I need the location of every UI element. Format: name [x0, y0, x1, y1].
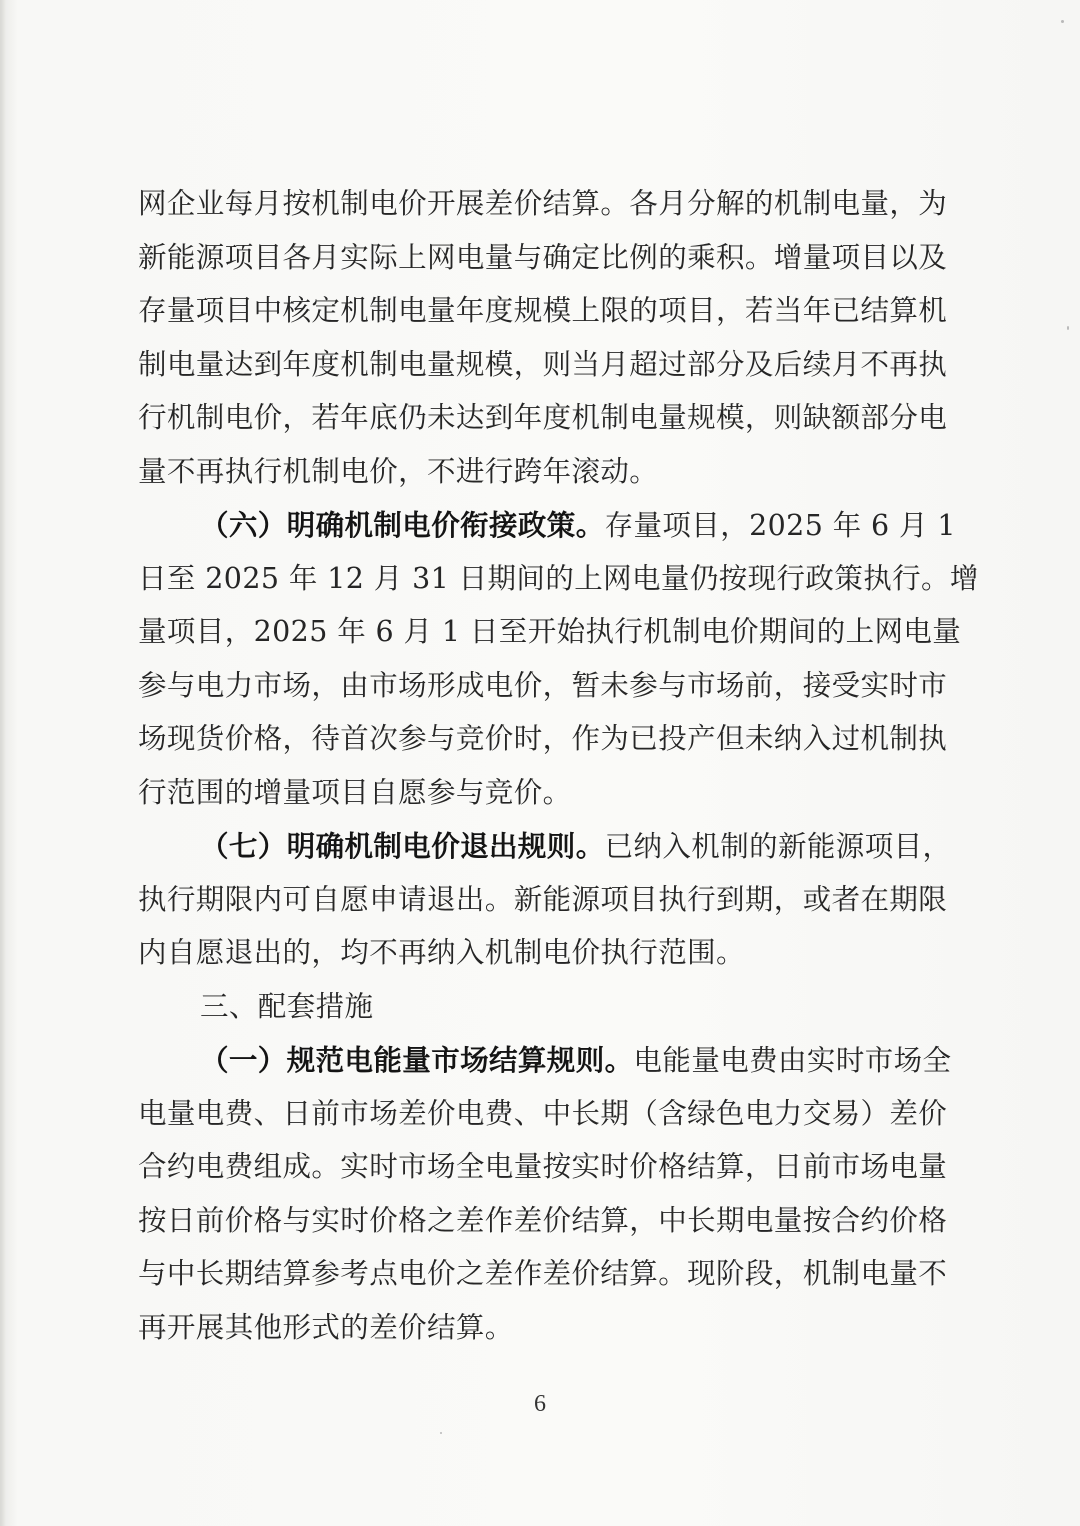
- text-line: 合约电费组成。实时市场全电量按实时价格结算，日前市场电量: [138, 1150, 948, 1183]
- text-line: 行机制电价，若年底仍未达到年度机制电量规模，则缺额部分电: [138, 401, 948, 434]
- scan-speck: [440, 1432, 442, 1434]
- text-line: 存量项目中核定机制电量年度规模上限的项目，若当年已结算机: [138, 294, 948, 327]
- text-line: 与中长期结算参考点电价之差作差价结算。现阶段，机制电量不: [138, 1257, 948, 1290]
- text-line: 执行期限内可自愿申请退出。新能源项目执行到期，或者在期限: [138, 883, 948, 916]
- section-heading-7: （七）明确机制电价退出规则。: [200, 829, 605, 863]
- section-heading-6: （六）明确机制电价衔接政策。: [200, 508, 605, 542]
- text-line: 制电量达到年度机制电量规模，则当月超过部分及后续月不再执: [138, 348, 948, 381]
- text-line: 网企业每月按机制电价开展差价结算。各月分解的机制电量，为: [138, 187, 948, 220]
- text-line: 新能源项目各月实际上网电量与确定比例的乘积。增量项目以及: [138, 241, 948, 274]
- scan-speck: [1061, 20, 1064, 23]
- text-line: 行范围的增量项目自愿参与竞价。: [138, 776, 572, 809]
- section-heading-1: （一）规范电能量市场结算规则。: [200, 1043, 634, 1077]
- scan-edge-shadow: [0, 0, 6, 1526]
- section-heading-line: （七）明确机制电价退出规则。已纳入机制的新能源项目，: [200, 829, 952, 863]
- text-line: 参与电力市场，由市场形成电价，暂未参与市场前，接受实时市: [138, 669, 948, 702]
- page-number: 6: [534, 1391, 546, 1417]
- text-line: 日至 2025 年 12 月 31 日期间的上网电量仍按现行政策执行。增: [138, 562, 979, 595]
- text-line: 量项目，2025 年 6 月 1 日至开始执行机制电价期间的上网电量: [138, 615, 962, 648]
- text-line: 按日前价格与实时价格之差作差价结算，中长期电量按合约价格: [138, 1204, 948, 1237]
- text-line: 场现货价格，待首次参与竞价时，作为已投产但未纳入过机制执: [138, 722, 948, 755]
- text-line: 内自愿退出的，均不再纳入机制电价执行范围。: [138, 936, 745, 969]
- text-line: 量不再执行机制电价，不进行跨年滚动。: [138, 455, 659, 488]
- section-heading-line: （一）规范电能量市场结算规则。电能量电费由实时市场全: [200, 1043, 952, 1077]
- chapter-heading: 三、配套措施: [200, 990, 374, 1023]
- scan-speck: [1067, 326, 1069, 330]
- text-line: 再开展其他形式的差价结算。: [138, 1311, 514, 1344]
- section-heading-line: （六）明确机制电价衔接政策。存量项目，2025 年 6 月 1: [200, 508, 956, 542]
- text-line: 电量电费、日前市场差价电费、中长期（含绿色电力交易）差价: [138, 1097, 948, 1130]
